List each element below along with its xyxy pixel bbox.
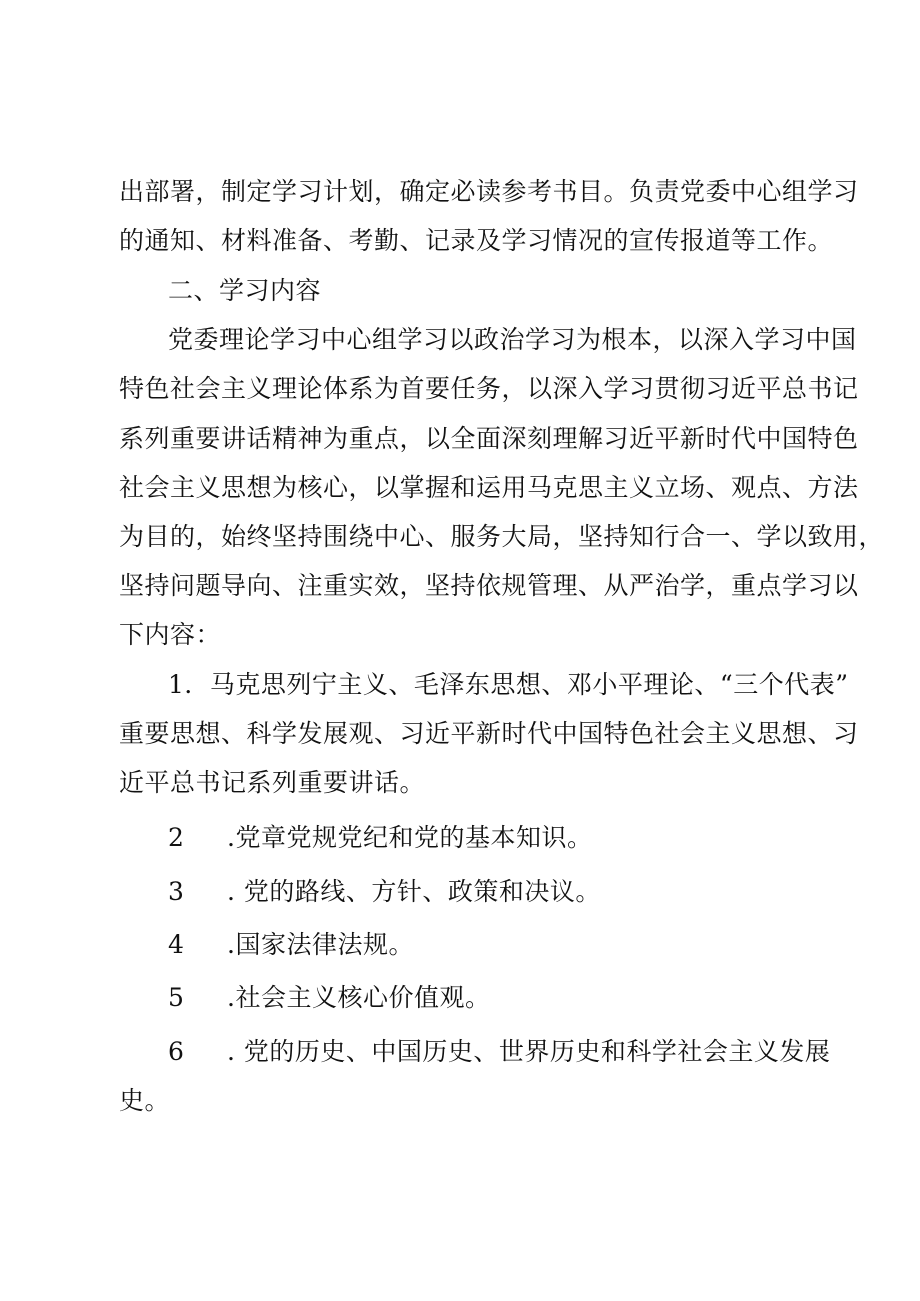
paragraph-line: 系列重要讲话精神为重点，以全面深刻理解习近平新时代中国特色 bbox=[119, 424, 859, 453]
list-number: 3 bbox=[168, 877, 184, 906]
list-number: 2 bbox=[168, 823, 184, 852]
section-heading: 二、学习内容 bbox=[168, 276, 322, 305]
paragraph-line: 为目的，始终坚持围绕中心、服务大局，坚持知行合一、学以致用， bbox=[119, 522, 885, 551]
paragraph-line: 坚持问题导向、注重实效，坚持依规管理、从严治学，重点学习以 bbox=[119, 571, 859, 600]
paragraph-line: 特色社会主义理论体系为首要任务，以深入学习贯彻习近平总书记 bbox=[119, 374, 859, 403]
list-number: 4 bbox=[168, 930, 184, 959]
paragraph-line: 下内容： bbox=[119, 620, 222, 649]
list-text: .国家法律法规。 bbox=[227, 930, 414, 959]
list-item-6-line: 史。 bbox=[119, 1086, 171, 1115]
list-item-1-line: 近平总书记系列重要讲话。 bbox=[119, 768, 426, 797]
text-line: 的通知、材料准备、考勤、记录及学习情况的宣传报道等工作。 bbox=[119, 226, 834, 255]
list-text: .党章党规党纪和党的基本知识。 bbox=[227, 823, 593, 852]
paragraph-line: 党委理论学习中心组学习以政治学习为根本，以深入学习中国 bbox=[168, 325, 857, 354]
list-item-1-line: 1．马克思列宁主义、毛泽东思想、邓小平理论、“三个代表” bbox=[168, 670, 849, 699]
list-item-1-line: 重要思想、科学发展观、习近平新时代中国特色社会主义思想、习 bbox=[119, 719, 859, 748]
text-line: 出部署，制定学习计划，确定必读参考书目。负责党委中心组学习 bbox=[119, 177, 859, 206]
list-text: .社会主义核心价值观。 bbox=[227, 983, 491, 1012]
list-number: 5 bbox=[168, 983, 184, 1012]
paragraph-line: 社会主义思想为核心，以掌握和运用马克思主义立场、观点、方法 bbox=[119, 473, 859, 502]
list-number: 6 bbox=[168, 1037, 184, 1066]
list-text: . 党的路线、方针、政策和决议。 bbox=[227, 877, 601, 906]
list-text: . 党的历史、中国历史、世界历史和科学社会主义发展 bbox=[227, 1037, 831, 1066]
